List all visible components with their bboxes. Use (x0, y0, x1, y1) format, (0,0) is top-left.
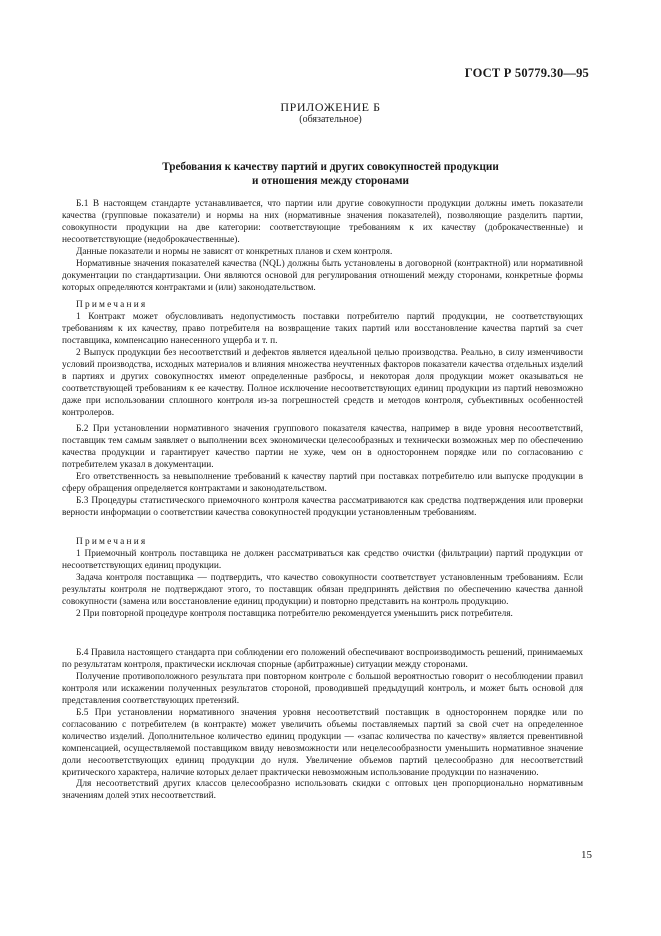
notes-block-1 (62, 300, 583, 420)
paragraph: Получение противоположного результата при повторном контроле с большой вероятностью говорит о несоблюдении правил контроля или искажении полученных результатов стороной, проводившей предыдущий контроль, и может быть основой для представления соответствующих претензий. (62, 671, 583, 706)
paragraph: Б.5 При установлении нормативного значения уровня несоответствий поставщик в одностороннем порядке или по согласованию с потребителем (в контракте) может увеличить объемы поставляемых партий за свой счет на определенное количество изделий. Дополнительное количество единиц продукции — «запас количества по качеству» является превентивной компенсацией, осуществляемой поставщиком ввиду невозможности или нецелесообразности уменьшить нормативное значение доли несоответствующих единиц продукции до нуля. Увеличение объемов партий целесообразно для несоответствий критического характера, наличие которых делает практически невозможным использование продукции по назначению. (62, 707, 583, 778)
section-title-line-2: и отношения между сторонами (252, 175, 409, 187)
section-title (0, 160, 661, 188)
note-item: Задача контроля поставщика — подтвердить, что качество совокупности соответствует установленным требованиям. Если результаты контроля не подтверждают этого, то поставщик обязан предпринять действия по обеспечению качества данной совокупности (замена или восстановление единиц продукции) и повторно представить на контроль продукцию. (62, 572, 583, 607)
notes-block-2 (62, 537, 583, 621)
notes-heading: Примечания (76, 300, 148, 310)
note-item: 2 Выпуск продукции без несоответствий и дефектов является идеальной целью производства. Реально, в силу изменчивости условий производства, исходных материалов и влияния множества неучтенных факторов показатели качества отдельных изделий в партиях и других совокупностях имеют определенные разбросы, и некоторая доля продукции может оказываться не соответствующей требованиям к ее качеству. Полное исключение несоответствующих единиц продукции из партий невозможно даже при использовании сплошного контроля из-за погрешностей средств и методов контроля, субъективных особенностей контролеров. (62, 347, 583, 418)
paragraph: Нормативные значения показателей качества (NQL) должны быть установлены в договорной (контрактной) или нормативной документации по стандартизации. Они являются основой для регулирования отношений между сторонами, конкретные формы которых определяются контрактами и (или) законодательством. (62, 258, 583, 293)
clause-b1-block (62, 199, 583, 295)
appendix-status: (обязательное) (299, 114, 362, 125)
section-title-line-1: Требования к качеству партий и других совокупностей продукции (162, 161, 499, 173)
paragraph: Б.3 Процедуры статистического приемочного контроля качества рассматриваются как средства подтверждения или проверки верности информации о соответствии качества совокупностей продукции установленным требованиям. (62, 495, 583, 518)
clause-b2-b3-block (62, 424, 583, 520)
paragraph: Б.4 Правила настоящего стандарта при соблюдении его положений обеспечивают воспроизводимость решений, принимаемых по результатам контроля, практически исключая спорные (арбитражные) ситуации между сторонами. (62, 648, 583, 670)
standard-designation: ГОСТ Р 50779.30—95 (464, 66, 589, 80)
notes-heading: Примечания (76, 537, 148, 547)
note-item: 1 Контракт может обусловливать недопустимость поставки потребителю партий продукции, не соответствующих требованиям к их качеству, право потребителя на возвращение таких партий или восстановление качества партий за счет поставщика, компенсацию нанесенного ущерба и т. п. (62, 311, 583, 346)
paragraph: Б.1 В настоящем стандарте устанавливается, что партии или другие совокупности продукции должны иметь показатели качества (групповые показатели) и нормы на них (нормативные значения показателей), позволяющие разделить партии, совокупности продукции на две категории: соответствующие требованиям к их качеству (доброкачественные) и несоответствующие (недоброкачественные). (62, 199, 583, 245)
paragraph: Его ответственность за невыполнение требований к качеству партий при поставках потребителю или выпуске продукции в сферу обращения определяется контрактами и законодательством. (62, 471, 583, 494)
note-item: 2 При повторной процедуре контроля поставщика потребителю рекомендуется уменьшить риск потребителя. (76, 608, 513, 619)
paragraph: Данные показатели и нормы не зависят от конкретных планов и схем контроля. (76, 246, 393, 257)
paragraph: Для несоответствий других классов целесообразно использовать скидки с оптовых цен пропорционально нормативным значениям долей этих несоответствий. (62, 779, 583, 802)
appendix-title: ПРИЛОЖЕНИЕ Б (280, 100, 381, 114)
note-item: 1 Приемочный контроль поставщика не должен рассматриваться как средство очистки (фильтрации) партий продукции от несоответствующих единиц продукции. (62, 548, 583, 571)
page-number: 15 (581, 849, 592, 861)
paragraph: Б.2 При установлении нормативного значения группового показателя качества, например в виде уровня несоответствий, поставщик тем самым заявляет о выполнении всех экономически целесообразных и технически возможных мер по обеспечению качества продукции и гарантирует качество партии не хуже, чем он в одностороннем порядке или по согласованию с потребителем указал в документации. (62, 424, 583, 470)
clause-b4-b5-block (62, 648, 583, 803)
